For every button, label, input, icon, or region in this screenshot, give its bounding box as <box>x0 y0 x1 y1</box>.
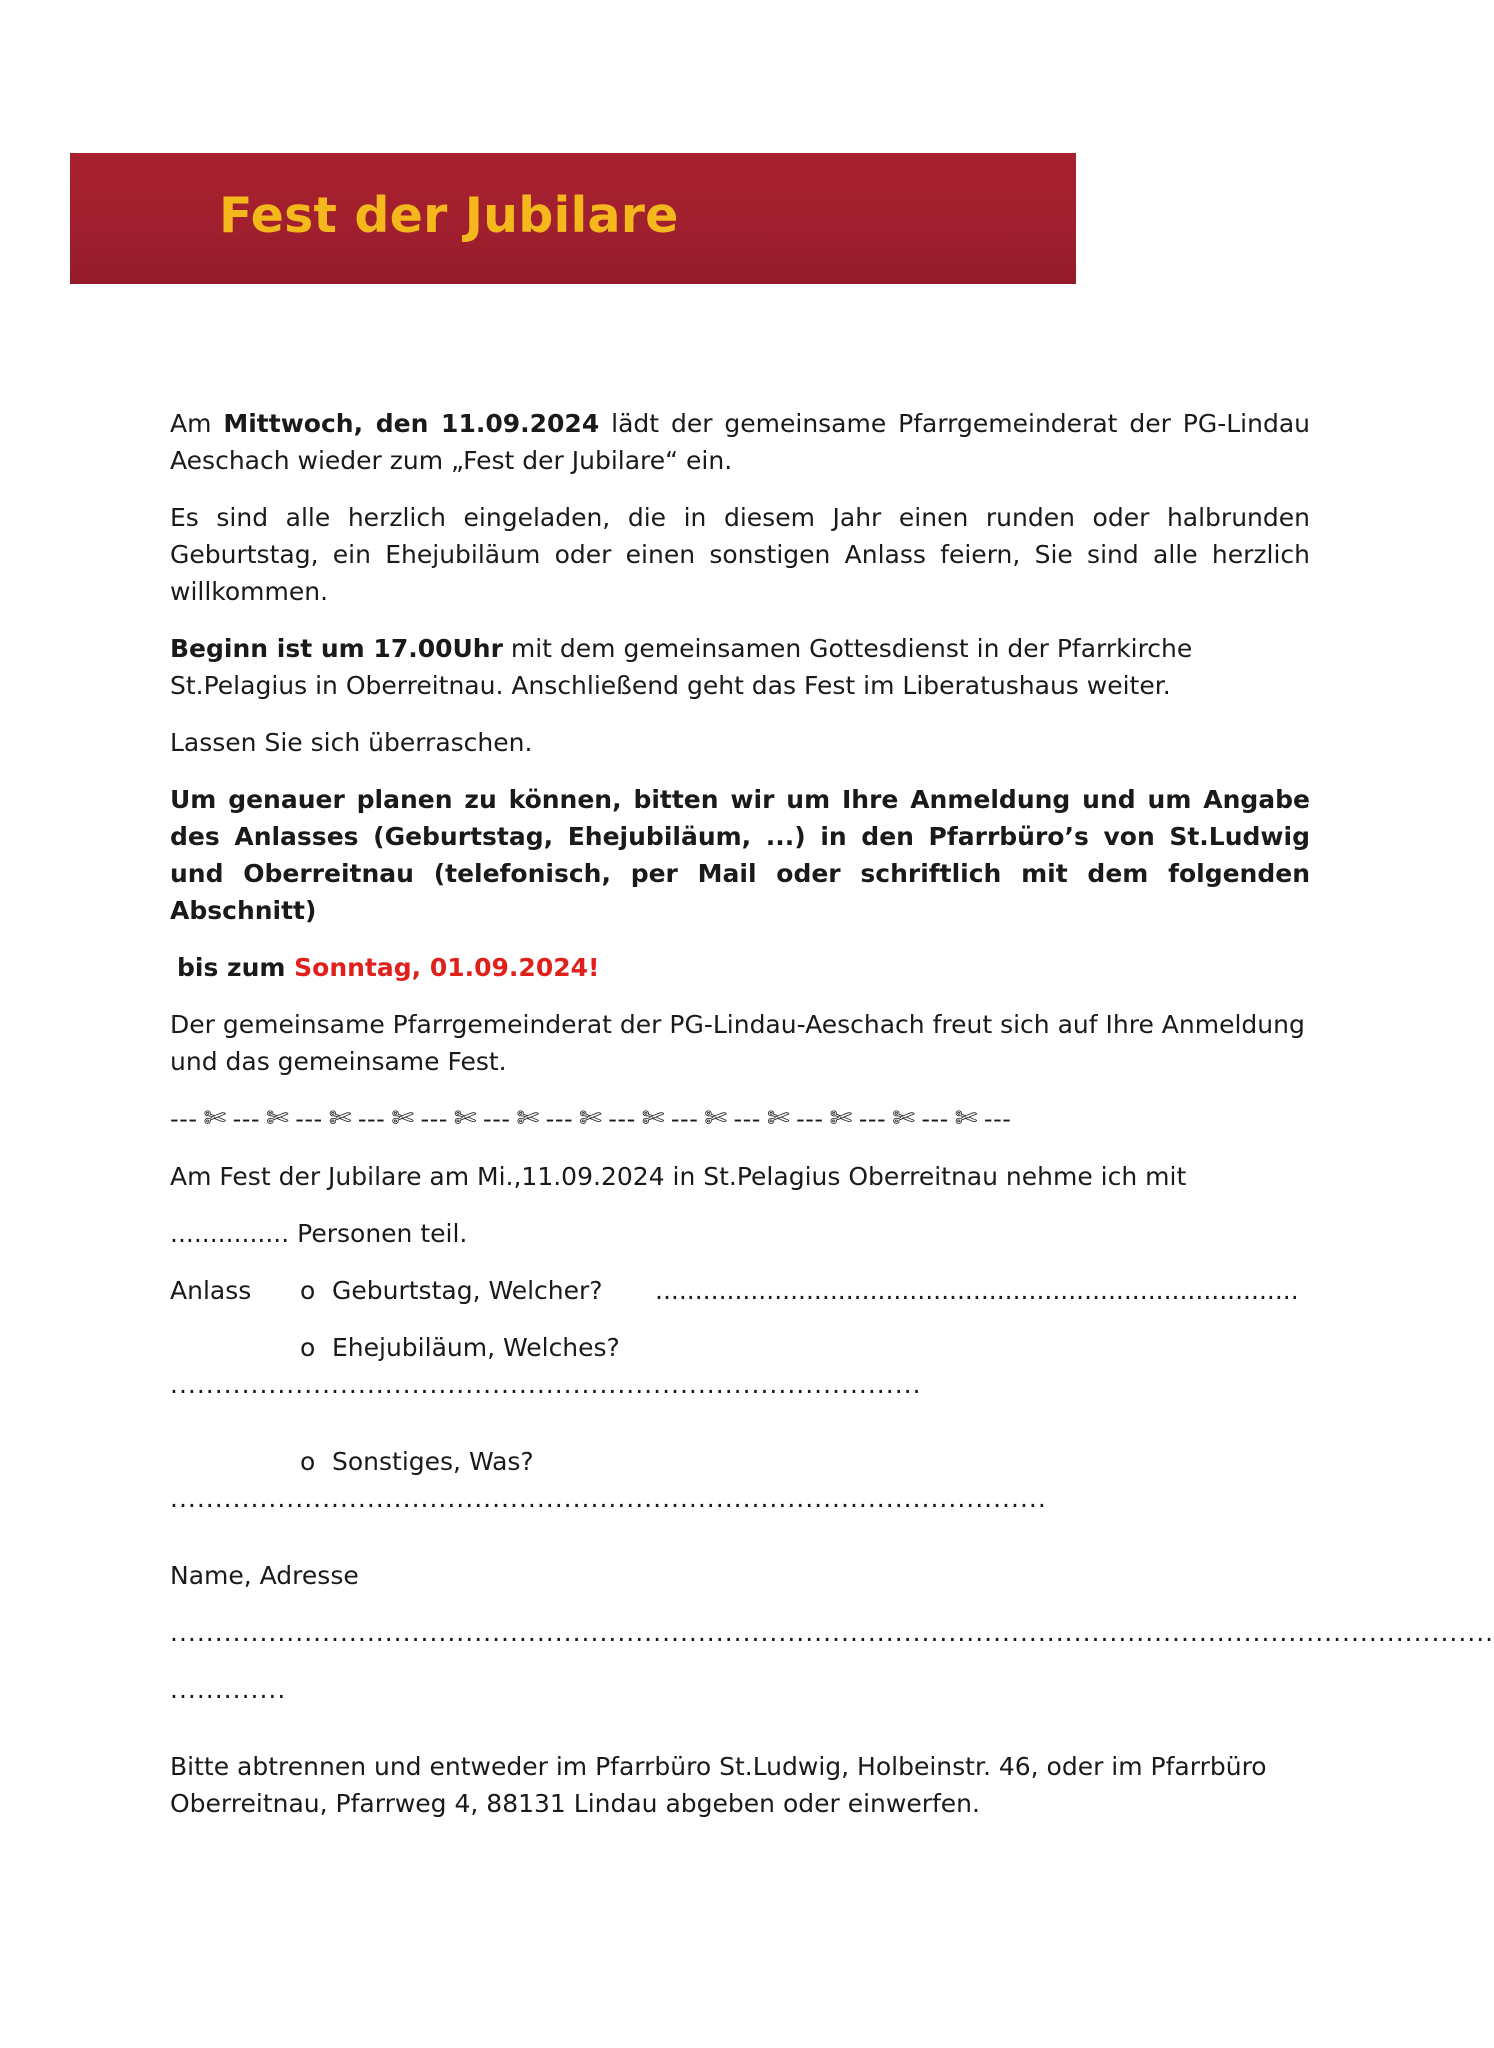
checkbox-anniversary[interactable]: o <box>300 1333 316 1362</box>
start-details: mit dem gemeinsamen Gottesdienst in der Pfarrkirche St.Pelagius in Oberreitnau. Anschließend geht das Fest im Liberatushaus weiter. <box>170 634 1193 700</box>
deadline-paragraph <box>170 949 1310 986</box>
intro-text: Am <box>170 409 224 438</box>
scissors-icon: ✄ <box>579 1103 603 1134</box>
scissors-icon: ✄ <box>391 1103 415 1134</box>
start-time: Beginn ist um 17.00Uhr <box>170 634 503 663</box>
footer-instructions: Bitte abtrennen und entweder im Pfarrbüro St.Ludwig, Holbeinstr. 46, oder im Pfarrbüro Oberreitnau, Pfarrweg 4, 88131 Lindau abgeben oder einwerfen. <box>170 1752 1267 1818</box>
invitation-paragraph: Es sind alle herzlich eingeladen, die in diesem Jahr einen runden oder halbrunden Geburtstag, ein Ehejubiläum oder einen sonstigen Anlass feiern, Sie sind alle herzlich willkommen. <box>170 503 1310 606</box>
persons-label: Personen teil. <box>289 1219 468 1248</box>
scissors-icon: ✄ <box>829 1103 853 1134</box>
checkbox-other[interactable]: o <box>300 1447 316 1476</box>
anlass-option-other <box>170 1443 1310 1480</box>
event-date: Mittwoch, den 11.09.2024 <box>223 409 600 438</box>
intro-text-cont: lädt der gemeinsame Pfarrgemeinderat der PG-Lindau Aeschach wieder zum „Fest der Jubilare“ ein. <box>170 409 1310 475</box>
cut-dash: --- <box>295 1105 323 1133</box>
scissors-icon: ✄ <box>766 1103 791 1134</box>
scissors-icon: ✄ <box>954 1103 978 1134</box>
scissors-icon: ✄ <box>266 1103 290 1134</box>
surprise-paragraph: Lassen Sie sich überraschen. <box>170 728 533 757</box>
registration-paragraph <box>170 781 1310 929</box>
option-other-label: Sonstiges, Was? <box>332 1447 534 1476</box>
other-fill-dots[interactable]: .................................................................................................. <box>170 1484 1047 1513</box>
cut-dash: --- <box>858 1105 887 1133</box>
closing-paragraph: Der gemeinsame Pfarrgemeinderat der PG-Lindau-Aeschach freut sich auf Ihre Anmeldung und das gemeinsame Fest. <box>170 1010 1305 1076</box>
scissors-icon: ✄ <box>328 1103 352 1134</box>
cut-dash: --- <box>170 1105 198 1133</box>
birthday-fill-dots[interactable]: ................................................................................. <box>655 1276 1299 1305</box>
scissors-icon: ✄ <box>892 1103 916 1134</box>
deadline-label: bis zum <box>177 953 295 982</box>
start-paragraph <box>170 630 1310 704</box>
intro-paragraph <box>170 405 1310 479</box>
cut-dash: --- <box>232 1105 261 1133</box>
option-birthday-label: Geburtstag, Welcher? <box>332 1276 603 1305</box>
option-anniversary-label: Ehejubiläum, Welches? <box>332 1333 620 1362</box>
anlass-label: Anlass <box>170 1276 252 1305</box>
title-banner <box>70 153 1076 284</box>
scissors-icon: ✄ <box>641 1103 665 1134</box>
registration-text: Um genauer planen zu können, bitten wir um Ihre Anmeldung und um Angabe des Anlasses (Geburtstag, Ehejubiläum, ...) in den Pfarrbüro’s von St.Ludwig und Oberreitnau (telefonisch, per Mail oder schriftlich mit dem folgenden Abschnitt) <box>170 785 1310 925</box>
cut-dash: --- <box>483 1105 511 1133</box>
cut-dash: --- <box>983 1105 1012 1133</box>
deadline-date: Sonntag, 01.09.2024! <box>294 953 600 982</box>
document-body <box>170 405 1494 1842</box>
scissors-icon: ✄ <box>516 1103 540 1134</box>
checkbox-birthday[interactable]: o <box>300 1276 316 1305</box>
cut-dash: --- <box>608 1105 636 1133</box>
form-intro: Am Fest der Jubilare am Mi.,11.09.2024 in St.Pelagius Oberreitnau nehme ich mit <box>170 1162 1187 1191</box>
cut-dash: --- <box>545 1105 574 1133</box>
persons-fill-dots[interactable]: ............... <box>170 1219 290 1248</box>
name-fill-dots[interactable]: .................................................................................................................................................... <box>170 1618 1494 1647</box>
name-fill-dots-cont[interactable]: ............. <box>170 1675 287 1704</box>
cut-dash: --- <box>733 1105 761 1133</box>
cut-dash: --- <box>921 1105 949 1133</box>
scissors-icon: ✄ <box>453 1103 478 1134</box>
scissors-icon: ✄ <box>203 1103 227 1134</box>
name-address-label: Name, Adresse <box>170 1561 359 1590</box>
cut-dash: --- <box>670 1105 699 1133</box>
anniversary-fill-dots[interactable]: .................................................................................... <box>170 1370 922 1399</box>
cut-line <box>170 1100 1310 1138</box>
cut-dash: --- <box>357 1105 386 1133</box>
anlass-option-anniversary <box>170 1329 1310 1366</box>
page-title: Fest der Jubilare <box>219 187 679 244</box>
persons-line <box>170 1215 1310 1252</box>
cut-dash: --- <box>796 1105 824 1133</box>
cut-dash: --- <box>420 1105 448 1133</box>
anlass-option-birthday <box>170 1272 1310 1309</box>
scissors-icon: ✄ <box>704 1103 728 1134</box>
